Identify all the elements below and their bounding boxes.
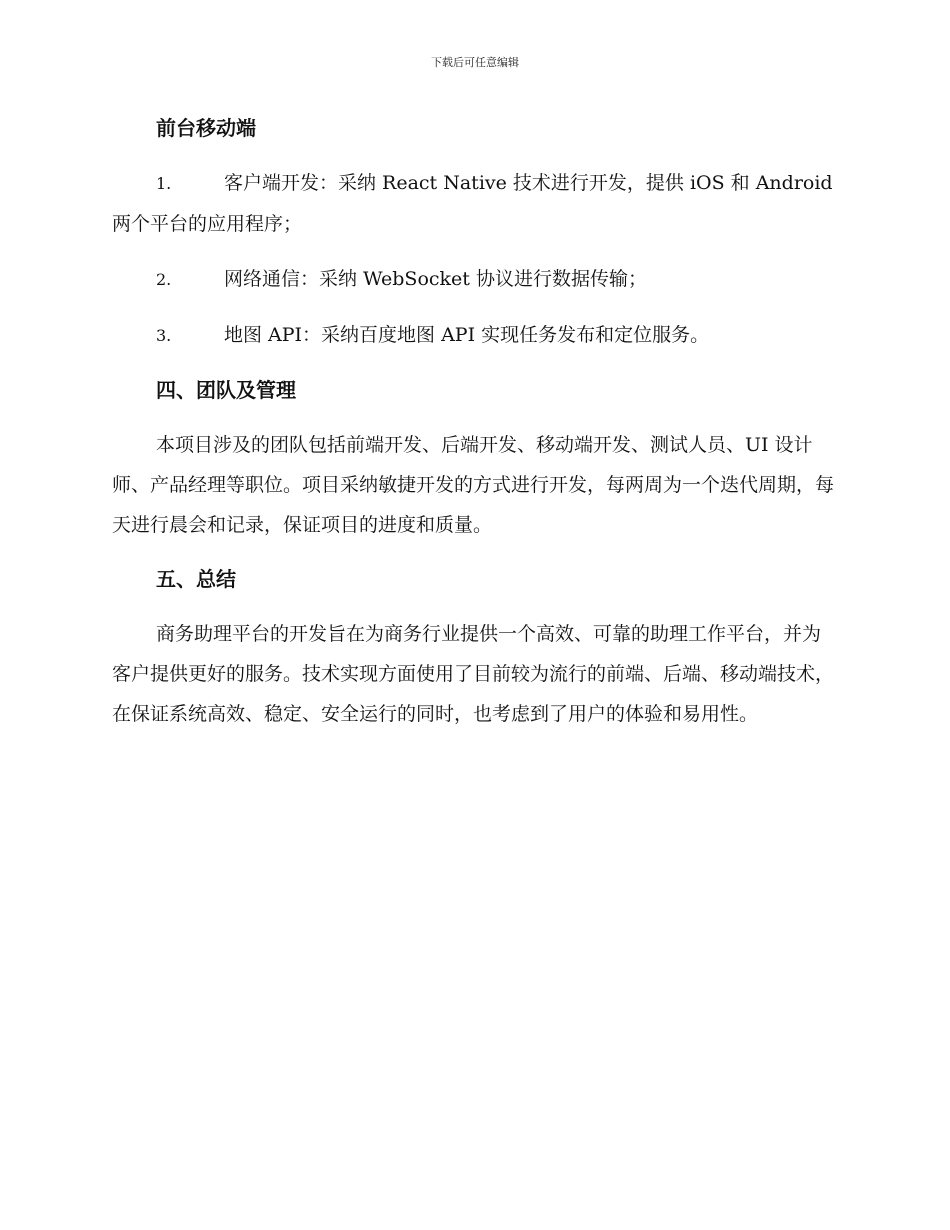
section-heading-summary: 五、总结: [156, 567, 236, 591]
list-item-number: 2.: [156, 270, 172, 289]
page-header: 下载后可任意编辑: [431, 56, 519, 69]
list-item-text: 网络通信：采纳 WebSocket 协议进行数据传输；: [224, 268, 647, 290]
list-item-number: 3.: [156, 326, 172, 345]
list-item-network: [112, 259, 838, 300]
team-paragraph: 本项目涉及的团队包括前端开发、后端开发、移动端开发、测试人员、UI 设计师、产品经理等职位。项目采纳敏捷开发的方式进行开发，每两周为一个迭代周期，每天进行晨会和记录，保证项目的进度和质量。: [112, 434, 835, 536]
list-item-map-api: [112, 315, 838, 356]
list-item-client-dev: [112, 163, 838, 244]
summary-paragraph: 商务助理平台的开发旨在为商务行业提供一个高效、可靠的助理工作平台，并为客户提供更好的服务。技术实现方面使用了目前较为流行的前端、后端、移动端技术，在保证系统高效、稳定、安全运行的同时，也考虑到了用户的体验和易用性。: [112, 623, 835, 725]
list-item-text: 客户端开发：采纳 React Native 技术进行开发，提供 iOS 和 Android 两个平台的应用程序；: [112, 172, 833, 235]
document-body: [112, 108, 838, 734]
list-item-number: 1.: [156, 174, 172, 193]
list-item-text: 地图 API：采纳百度地图 API 实现任务发布和定位服务。: [224, 324, 710, 346]
section-heading-team: 四、团队及管理: [156, 378, 296, 402]
section-heading-mobile: 前台移动端: [156, 116, 256, 140]
